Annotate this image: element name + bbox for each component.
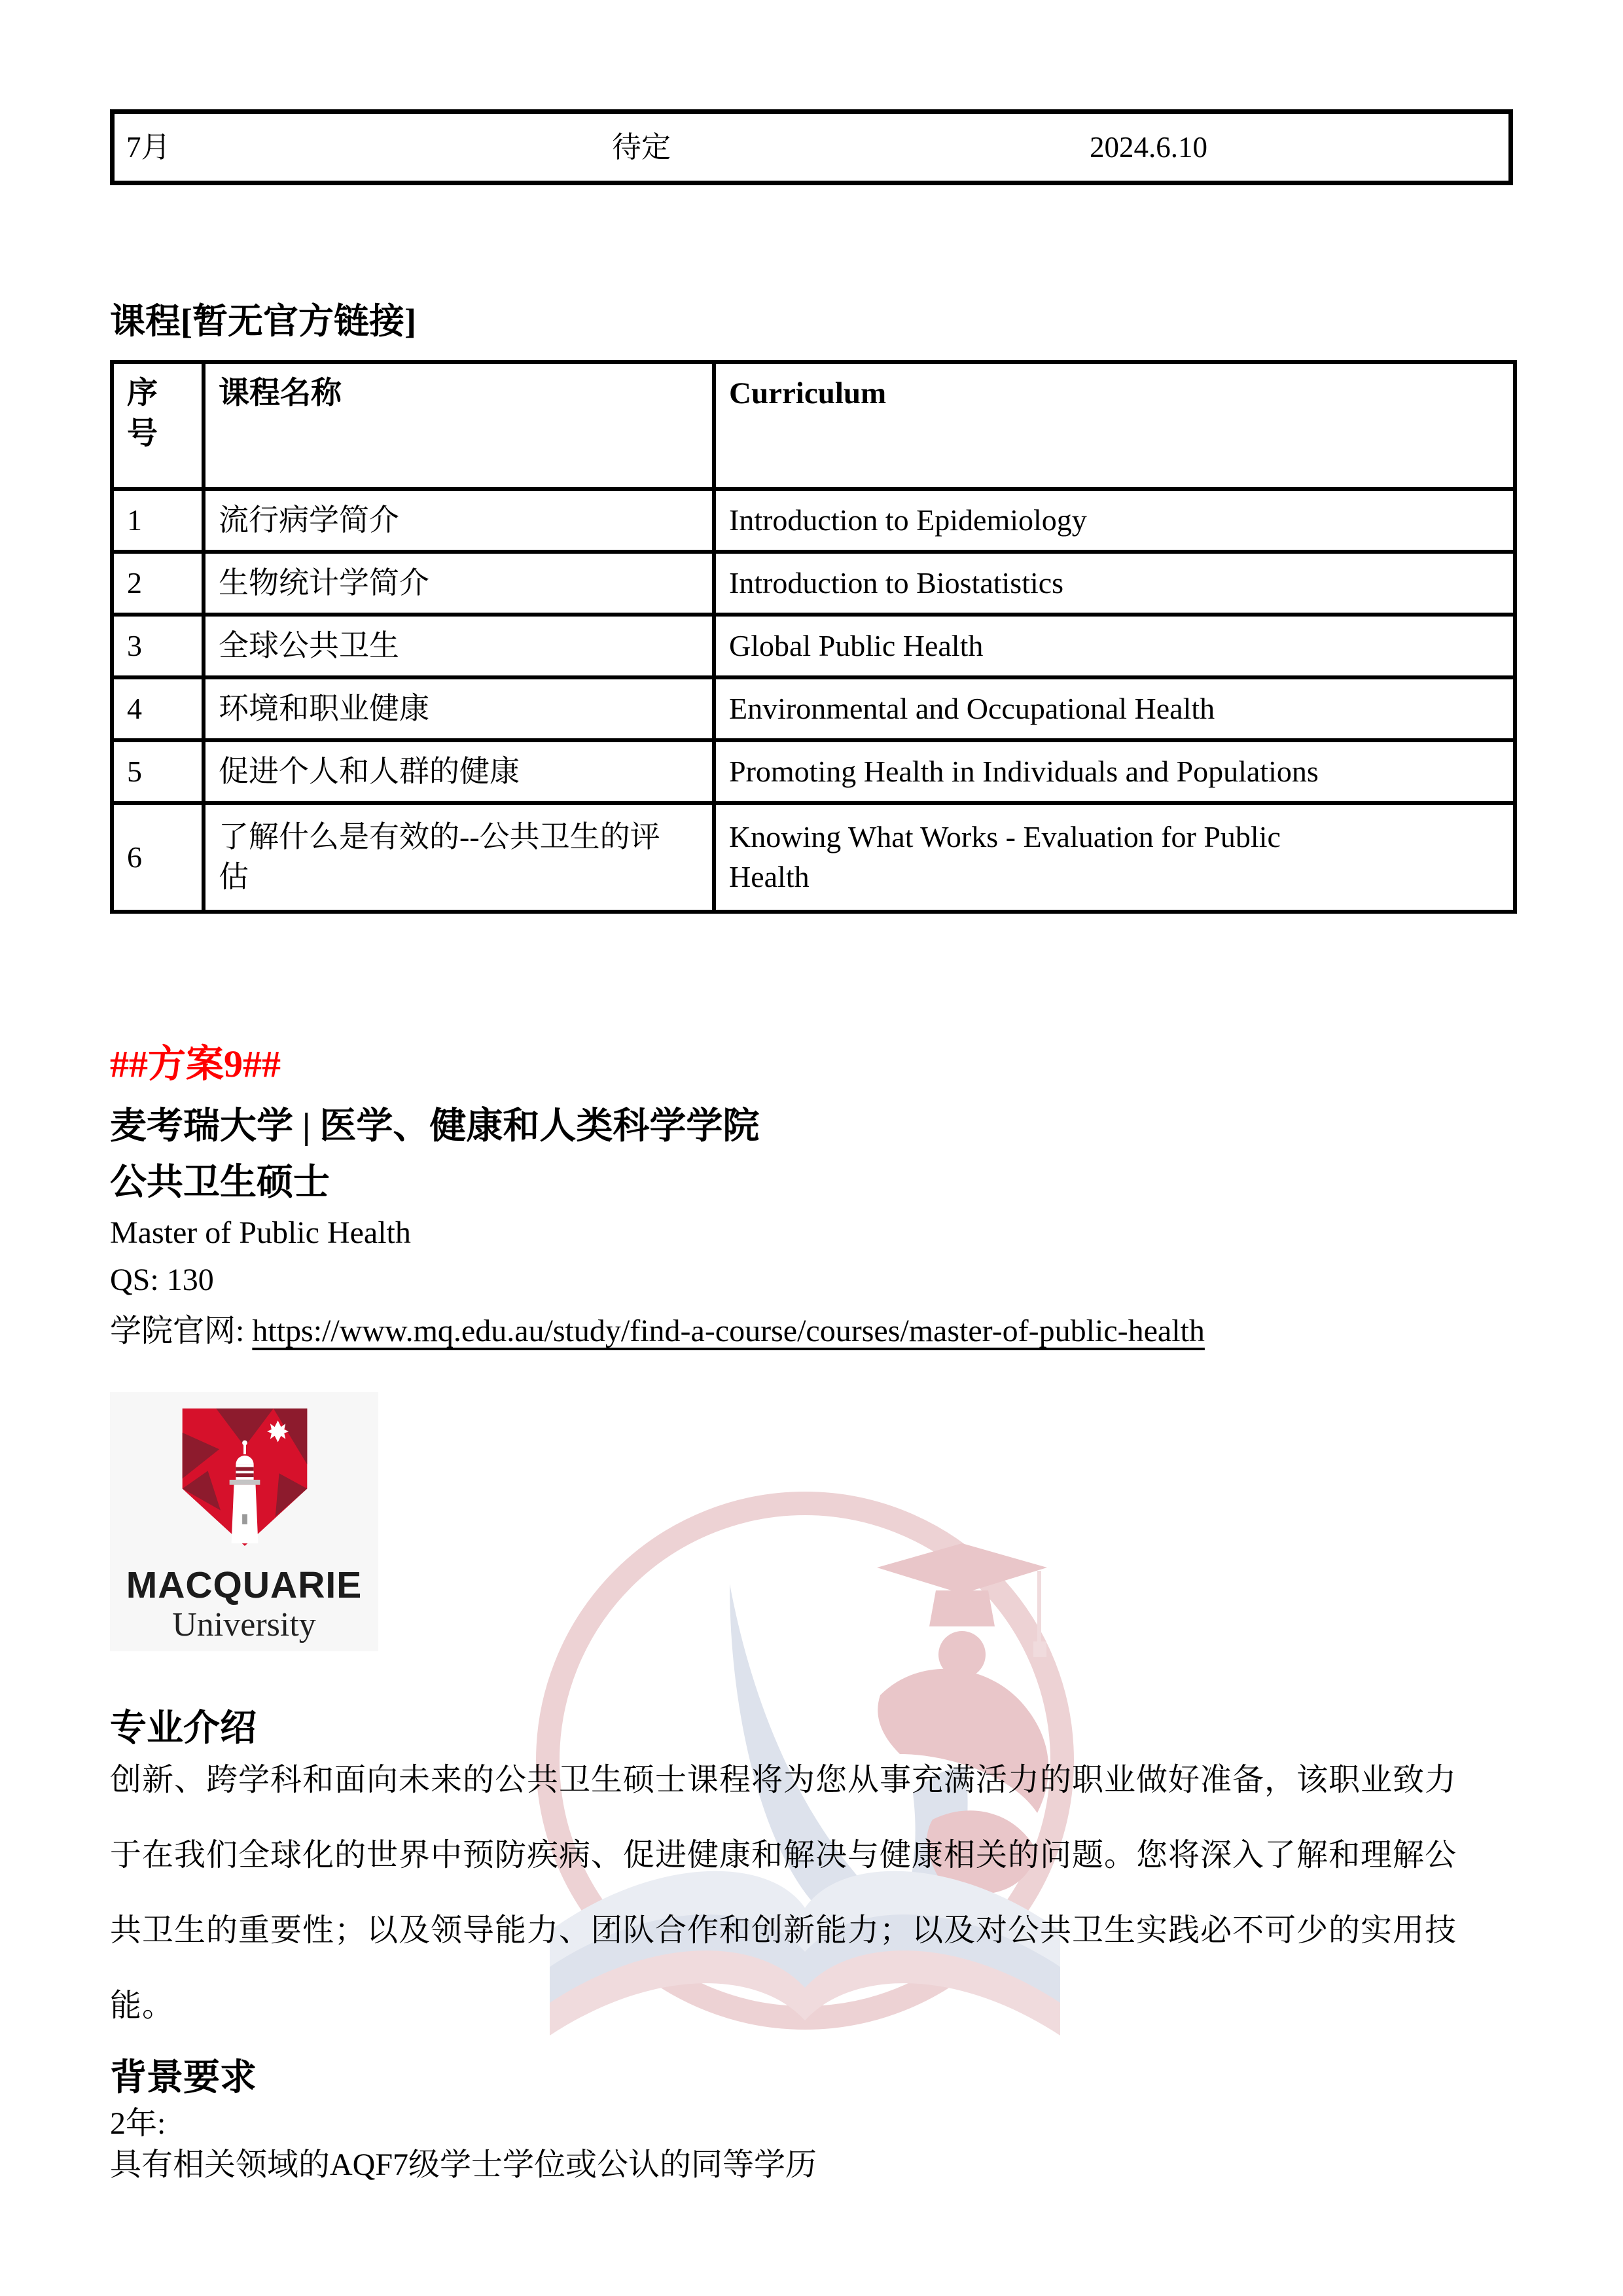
program-title-en: Master of Public Health — [110, 1215, 411, 1250]
header-cell-curriculum: Curriculum — [714, 362, 1515, 489]
table-row — [112, 803, 1515, 912]
cell-index: 4 — [112, 677, 204, 740]
intake-date-cell: 2024.6.10 — [1090, 131, 1207, 164]
intro-paragraph-line: 于在我们全球化的世界中预防疾病、促进健康和解决与健康相关的问题。您将深入了解和理解公 — [110, 1838, 1457, 1873]
cell-line: Promoting Health in Individuals and Populations — [729, 754, 1319, 788]
intro-paragraph-line: 创新、跨学科和面向未来的公共卫生硕士课程将为您从事充满活力的职业做好准备，该职业致力 — [110, 1763, 1457, 1797]
website-label: 学院官网: — [110, 1314, 245, 1348]
cell-course-zh — [204, 552, 714, 615]
background-heading: 背景要求 — [110, 2058, 257, 2098]
curriculum-table — [110, 360, 1517, 914]
cell-line: Introduction to Biostatistics — [729, 565, 1064, 600]
table-row — [112, 677, 1515, 740]
cell-line: Environmental and Occupational Health — [729, 691, 1215, 725]
logo-subname-text: University — [172, 1606, 316, 1643]
cell-course-en — [714, 803, 1515, 912]
background-requirement: 具有相关领域的AQF7级学士学位或公认的同等学历 — [110, 2147, 817, 2182]
intro-heading: 专业介绍 — [110, 1708, 257, 1749]
cell-course-zh — [204, 615, 714, 677]
qs-ranking: QS: 130 — [110, 1263, 214, 1297]
logo-name-text: MACQUARIE — [126, 1564, 363, 1606]
website-line — [110, 1305, 1205, 1350]
background-duration: 2年: — [110, 2106, 166, 2141]
cell-line: Health — [729, 860, 810, 893]
cell-line: 环境和职业健康 — [219, 691, 429, 725]
cell-course-zh — [204, 489, 714, 552]
cell-course-en — [714, 489, 1515, 552]
intro-paragraph-line: 能。 — [110, 1988, 175, 2023]
cell-line: 生物统计学简介 — [219, 565, 429, 600]
school-line: 麦考瑞大学 | 医学、健康和人类科学学院 — [110, 1106, 760, 1147]
header-cell-index — [112, 362, 204, 489]
courses-heading: 课程[暂无官方链接] — [110, 302, 416, 341]
header-cell-course-name: 课程名称 — [204, 362, 714, 489]
cell-course-zh — [204, 740, 714, 803]
table-row — [112, 615, 1515, 677]
cell-line: Global Public Health — [729, 628, 984, 662]
cell-course-en — [714, 552, 1515, 615]
cell-course-en — [714, 740, 1515, 803]
cell-line: 全球公共卫生 — [219, 628, 399, 662]
cell-index: 3 — [112, 615, 204, 677]
cell-index: 5 — [112, 740, 204, 803]
header-index-line2: 号 — [127, 417, 158, 452]
cell-line: 促进个人和人群的健康 — [219, 754, 520, 788]
cell-line: Introduction to Epidemiology — [729, 503, 1087, 537]
table-row — [112, 489, 1515, 552]
cell-line: 估 — [219, 860, 249, 893]
curriculum-header-row — [112, 362, 1515, 489]
plan-tag-heading: ##方案9## — [110, 1043, 281, 1085]
table-row — [112, 552, 1515, 615]
cell-line: 流行病学简介 — [219, 503, 399, 537]
cell-line: Knowing What Works - Evaluation for Public — [729, 820, 1281, 854]
intake-status-cell: 待定 — [612, 131, 671, 164]
cell-index: 2 — [112, 552, 204, 615]
cell-index: 6 — [112, 803, 204, 912]
cell-index: 1 — [112, 489, 204, 552]
header-index-line1: 序 — [127, 376, 158, 410]
intake-month-cell: 7月 — [126, 131, 171, 164]
cell-line: 了解什么是有效的--公共卫生的评 — [219, 820, 660, 854]
website-link[interactable]: https://www.mq.edu.au/study/find-a-course/courses/master-of-public-health — [252, 1314, 1205, 1348]
intro-paragraph-line: 共卫生的重要性；以及领导能力、团队合作和创新能力；以及对公共卫生实践必不可少的实用技 — [110, 1913, 1457, 1948]
cell-course-zh — [204, 677, 714, 740]
cell-course-en — [714, 615, 1515, 677]
university-logo — [110, 1392, 378, 1651]
cell-course-en — [714, 677, 1515, 740]
cell-course-zh — [204, 803, 714, 912]
intake-table-row — [110, 109, 1513, 185]
program-title-zh: 公共卫生硕士 — [110, 1162, 330, 1203]
table-row — [112, 740, 1515, 803]
macquarie-shield-icon — [181, 1407, 309, 1547]
